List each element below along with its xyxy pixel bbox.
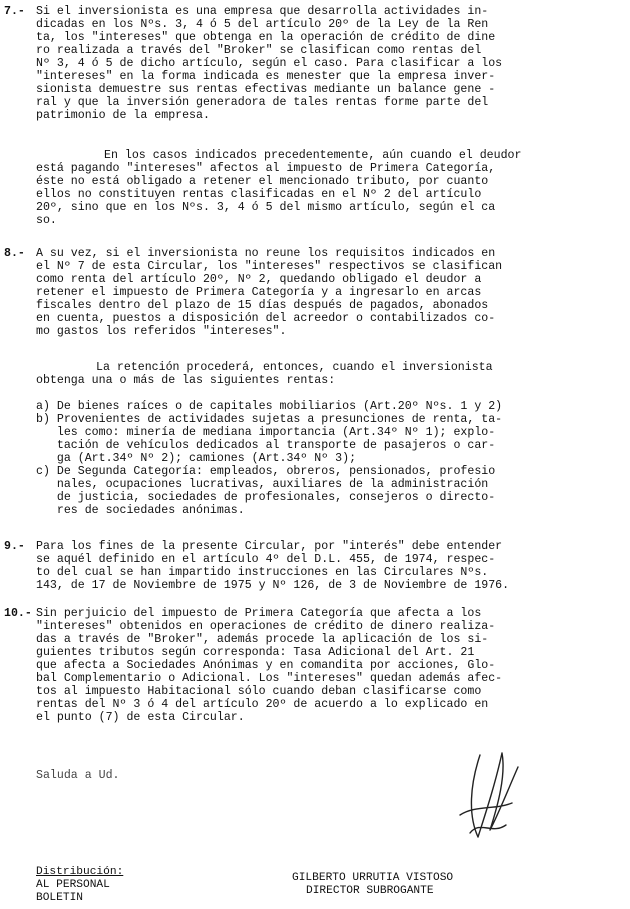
text-line: obtenga una o más de las siguientes rentas: xyxy=(36,374,336,387)
signature-image xyxy=(440,745,530,845)
text-line: rentas del Nº 3 ó 4 del artículo 20º de acuerdo a lo explicado en xyxy=(36,698,489,711)
salutation: Saluda a Ud. xyxy=(36,769,120,782)
text-line: Para los fines de la presente Circular, por "interés" debe entender xyxy=(36,540,503,553)
text-line: éste no está obligado a retener el mencionado tributo, por cuanto xyxy=(36,175,489,188)
text-line: ellos no constituyen rentas clasificadas en el Nº 2 del artículo xyxy=(36,188,482,201)
text-line: ral y que la inversión generadora de tales rentas forme parte del xyxy=(36,96,489,109)
text-line: guientes tributos según corresponda: Tasa Adicional del Art. 21 xyxy=(36,646,475,659)
text-line: 143, de 17 de Noviembre de 1975 y Nº 126, de 3 de Noviembre de 1976. xyxy=(36,579,510,592)
text-line: En los casos indicados precedentemente, aún cuando el deudor xyxy=(104,149,522,162)
list-item: de justicia, sociedades de profesionales, consejeros o directo- xyxy=(36,491,496,504)
list-item: ga (Art.34º Nº 2); camiones (Art.34º Nº 3); xyxy=(36,452,357,465)
text-line: el punto (7) de esta Circular. xyxy=(36,711,245,724)
list-item: nales, ocupaciones lucrativas, auxiliares de la administración xyxy=(36,478,489,491)
text-line: se aquél definido en el artículo 4º del D.L. 455, de 1974, respec- xyxy=(36,553,496,566)
signatory-title: DIRECTOR SUBROGANTE xyxy=(306,885,434,897)
text-line: bal Complementario o Adicional. Los "intereses" quedan además afec- xyxy=(36,672,503,685)
item-number: 9.- xyxy=(4,540,25,553)
text-line: so. xyxy=(36,214,57,227)
text-line: fiscales dentro del plazo de 15 días después de pagados, abonados xyxy=(36,299,489,312)
signatory-name: GILBERTO URRUTIA VISTOSO xyxy=(292,872,454,884)
distribution-item: AL PERSONAL xyxy=(36,879,110,891)
text-line: Sin perjuicio del impuesto de Primera Categoría que afecta a los xyxy=(36,607,482,620)
item-number: 8.- xyxy=(4,247,25,260)
text-line: tos al impuesto Habitacional sólo cuando deban clasificarse como xyxy=(36,685,482,698)
text-line: "intereses" en la forma indicada es menester que la empresa inver- xyxy=(36,70,496,83)
text-line: La retención procederá, entonces, cuando el inversionista xyxy=(96,361,493,374)
text-line: está pagando "intereses" afectos al impuesto de Primera Categoría, xyxy=(36,162,496,175)
text-line: que afecta a Sociedades Anónimas y en comandita por acciones, Glo- xyxy=(36,659,496,672)
text-line: dicadas en los Nºs. 3, 4 ó 5 del artículo 20º de la Ley de la Ren xyxy=(36,18,489,31)
text-line: como renta del artículo 20º, Nº 2, quedando obligado el deudor a xyxy=(36,273,482,286)
text-line: "intereses" obtenidos en operaciones de crédito de dinero realiza- xyxy=(36,620,496,633)
text-line: ro realizada a través del "Broker" se clasifican como rentas del xyxy=(36,44,482,57)
distribution-title: Distribución: xyxy=(36,866,124,878)
list-item: b) Provenientes de actividades sujetas a presunciones de renta, ta- xyxy=(36,413,503,426)
list-item: les como: minería de mediana importancia (Art.34º Nº 1); explo- xyxy=(36,426,496,439)
text-line: 20º, sino que en los Nºs. 3, 4 ó 5 del mismo artículo, según el ca xyxy=(36,201,496,214)
text-line: to del cual se han impartido instrucciones en las Circulares Nºs. xyxy=(36,566,489,579)
item-number: 7.- xyxy=(4,5,25,18)
text-line: el Nº 7 de esta Circular, los "intereses" respectivos se clasifican xyxy=(36,260,503,273)
text-line: patrimonio de la empresa. xyxy=(36,109,210,122)
distribution-item: BOLETIN xyxy=(36,892,83,904)
list-item: tación de vehículos dedicados al transporte de pasajeros o car- xyxy=(36,439,496,452)
list-item: a) De bienes raíces o de capitales mobiliarios (Art.20º Nºs. 1 y 2) xyxy=(36,400,503,413)
text-line: ta, los "intereses" que obtenga en la operación de crédito de dine xyxy=(36,31,496,44)
text-line: mo gastos los referidos "intereses". xyxy=(36,325,287,338)
text-line: A su vez, si el inversionista no reune los requisitos indicados en xyxy=(36,247,496,260)
list-item: c) De Segunda Categoría: empleados, obreros, pensionados, profesio xyxy=(36,465,496,478)
text-line: en cuenta, puestos a disposición del acreedor o contabilizados co- xyxy=(36,312,496,325)
text-line: das a través de "Broker", además procede la aplicación de los si- xyxy=(36,633,489,646)
item-number: 10.- xyxy=(4,607,32,620)
text-line: retener el impuesto de Primera Categoría y a ingresarlo en arcas xyxy=(36,286,482,299)
list-item: res de sociedades anónimas. xyxy=(36,504,245,517)
text-line: Nº 3, 4 ó 5 de dicho artículo, según el caso. Para clasificar a los xyxy=(36,57,503,70)
text-line: Si el inversionista es una empresa que desarrolla actividades in- xyxy=(36,5,489,18)
text-line: sionista demuestre sus rentas efectivas mediante un balance gene - xyxy=(36,83,496,96)
